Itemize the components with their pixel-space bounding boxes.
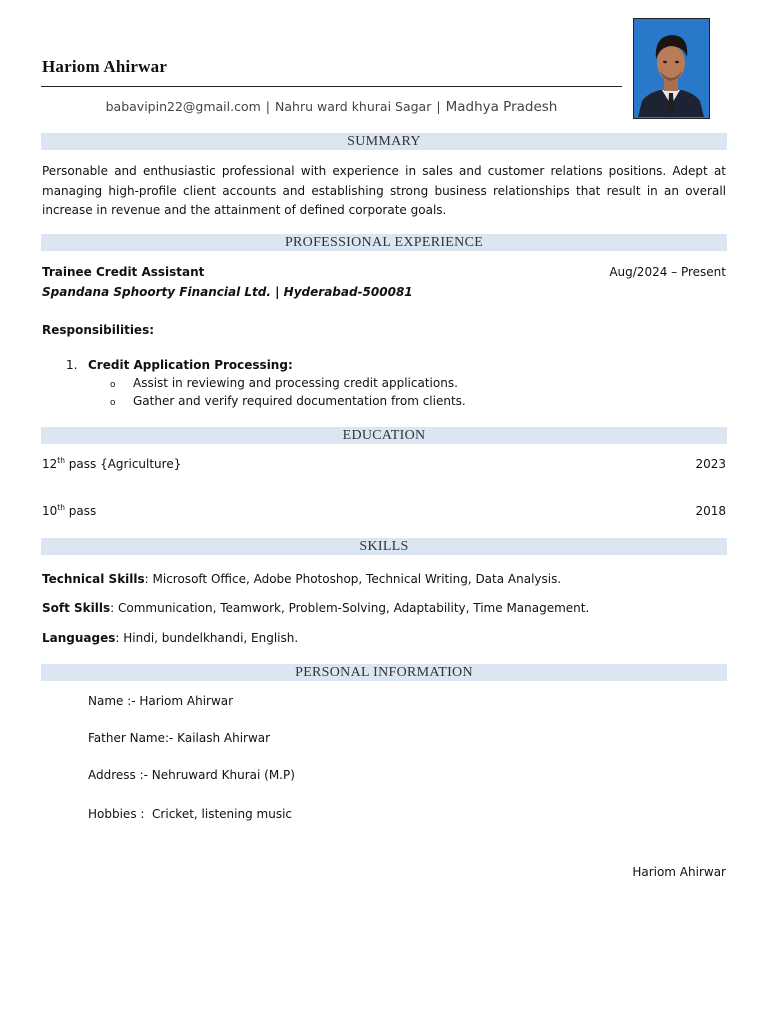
skills-languages-list: : Hindi, bundelkhandi, English. — [115, 631, 299, 645]
edu-grade: 10 — [42, 504, 58, 518]
personal-hobbies: Hobbies : Cricket, listening music — [88, 807, 292, 821]
education-entry — [42, 502, 96, 522]
personal-address: Address :- Nehruward Khurai (M.P) — [88, 768, 295, 782]
edu-grade: 12 — [42, 457, 58, 471]
item-title: Credit Application Processing: — [88, 358, 293, 372]
job-dates: Aug/2024 – Present — [609, 265, 726, 279]
skills-technical-list: : Microsoft Office, Adobe Photoshop, Technical Writing, Data Analysis. — [144, 572, 562, 586]
contact-separator: | — [265, 99, 271, 114]
skills-technical-label: Technical Skills — [42, 572, 145, 586]
responsibility-item — [66, 356, 293, 376]
header-divider — [41, 86, 622, 87]
profile-photo — [633, 18, 710, 119]
job-title: Trainee Credit Assistant — [42, 265, 205, 279]
contact-state: Madhya Pradesh — [445, 99, 558, 115]
section-experience: PROFESSIONAL EXPERIENCE — [41, 234, 727, 251]
section-education: EDUCATION — [41, 427, 727, 444]
point-text: Gather and verify required documentation from clients. — [133, 394, 466, 408]
point-text: Assist in reviewing and processing credit applications. — [133, 376, 458, 390]
section-summary: SUMMARY — [41, 133, 727, 150]
section-personal: PERSONAL INFORMATION — [41, 664, 727, 681]
edu-detail: pass — [64, 504, 97, 518]
personal-father-name: Father Name:- Kailash Ahirwar — [88, 731, 271, 745]
edu-detail: pass {Agriculture} — [64, 457, 182, 471]
contact-address: Nahru ward khurai Sagar — [275, 99, 432, 114]
education-year: 2018 — [695, 504, 726, 518]
edu-grade-suffix: th — [57, 456, 65, 465]
bullet-icon: o — [110, 398, 116, 408]
personal-name: Name :- Hariom Ahirwar — [88, 694, 234, 708]
signature-name: Hariom Ahirwar — [632, 865, 726, 879]
section-skills: SKILLS — [41, 538, 727, 555]
contact-line — [41, 99, 622, 115]
skills-languages-label: Languages — [42, 631, 116, 645]
bullet-icon: o — [110, 380, 116, 390]
responsibility-point — [110, 392, 466, 414]
education-year: 2023 — [695, 457, 726, 471]
summary-text: Personable and enthusiastic professional with experience in sales and customer relations positions. Adept at managing high-profile client accounts and establishing strong business relationships that result in an overall increase in revenue and the attainment of defined corporate goals. — [42, 164, 726, 217]
contact-separator: | — [436, 99, 441, 114]
responsibilities-label: Responsibilities: — [42, 323, 155, 337]
item-number: 1. — [66, 358, 78, 372]
job-company: Spandana Sphoorty Financial Ltd. | Hyderabad-500081 — [42, 285, 413, 299]
skills-soft — [42, 599, 589, 619]
skills-technical — [42, 570, 561, 590]
skills-soft-label: Soft Skills — [42, 601, 111, 615]
contact-email: babavipin22@gmail.com — [105, 99, 261, 114]
resume-name: Hariom Ahirwar — [42, 57, 168, 76]
education-entry — [42, 455, 181, 475]
skills-soft-list: : Communication, Teamwork, Problem-Solving, Adaptability, Time Management. — [110, 601, 590, 615]
edu-grade-suffix: th — [57, 503, 65, 512]
skills-languages — [42, 629, 298, 649]
